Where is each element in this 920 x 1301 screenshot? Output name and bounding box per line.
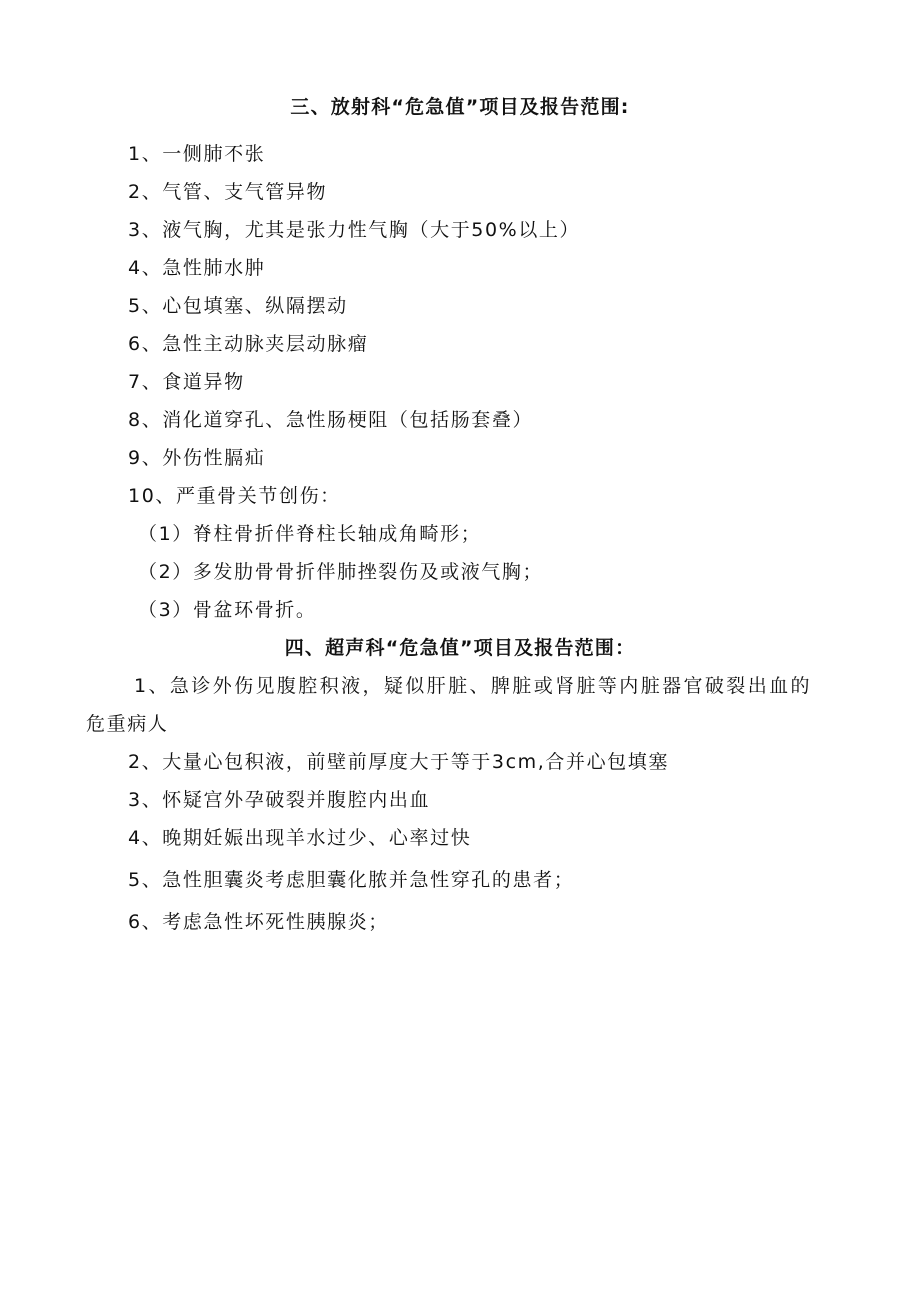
- section-3-item-4: 4、急性肺水肿: [128, 257, 266, 279]
- section-4-item-4: 4、晚期妊娠出现羊水过少、心率过快: [128, 827, 472, 849]
- section-3-item-8: 8、消化道穿孔、急性肠梗阻（包括肠套叠）: [128, 409, 534, 431]
- section-3-item-6: 6、急性主动脉夹层动脉瘤: [128, 333, 369, 355]
- section-3-item-10: 10、严重骨关节创伤：: [128, 485, 341, 507]
- section-3-item-7: 7、食道异物: [128, 371, 245, 393]
- section-3-title: 三、放射科“危急值”项目及报告范围:: [290, 96, 630, 118]
- section-4-item-3: 3、怀疑宫外孕破裂并腹腔内出血: [128, 789, 431, 811]
- section-4-item-1-line-2: 危重病人: [86, 713, 169, 735]
- section-4-item-1-line-1: 1、急诊外伤见腹腔积液，疑似肝脏、脾脏或肾脏等内脏器官破裂出血的: [134, 675, 812, 697]
- section-3-subitem-1: （1）脊柱骨折伴脊柱长轴成角畸形；: [138, 523, 482, 545]
- section-3-item-9: 9、外伤性膈疝: [128, 447, 266, 469]
- section-4-title: 四、超声科“危急值”项目及报告范围：: [284, 637, 636, 659]
- section-3-item-3: 3、液气胸，尤其是张力性气胸（大于50%以上）: [128, 219, 581, 241]
- section-3-item-1: 1、一侧肺不张: [128, 143, 266, 165]
- section-3-item-2: 2、气管、支气管异物: [128, 181, 328, 203]
- section-4-item-5: 5、急性胆囊炎考虑胆囊化脓并急性穿孔的患者；: [128, 869, 575, 891]
- section-3-subitem-3: （3）骨盆环骨折。: [138, 599, 317, 621]
- section-3-item-5: 5、心包填塞、纵隔摆动: [128, 295, 348, 317]
- section-4-item-6: 6、考虑急性坏死性胰腺炎；: [128, 911, 389, 933]
- section-3-subitem-2: （2）多发肋骨骨折伴肺挫裂伤及或液气胸；: [138, 561, 544, 583]
- section-4-item-2: 2、大量心包积液，前壁前厚度大于等于3cm,合并心包填塞: [128, 751, 669, 773]
